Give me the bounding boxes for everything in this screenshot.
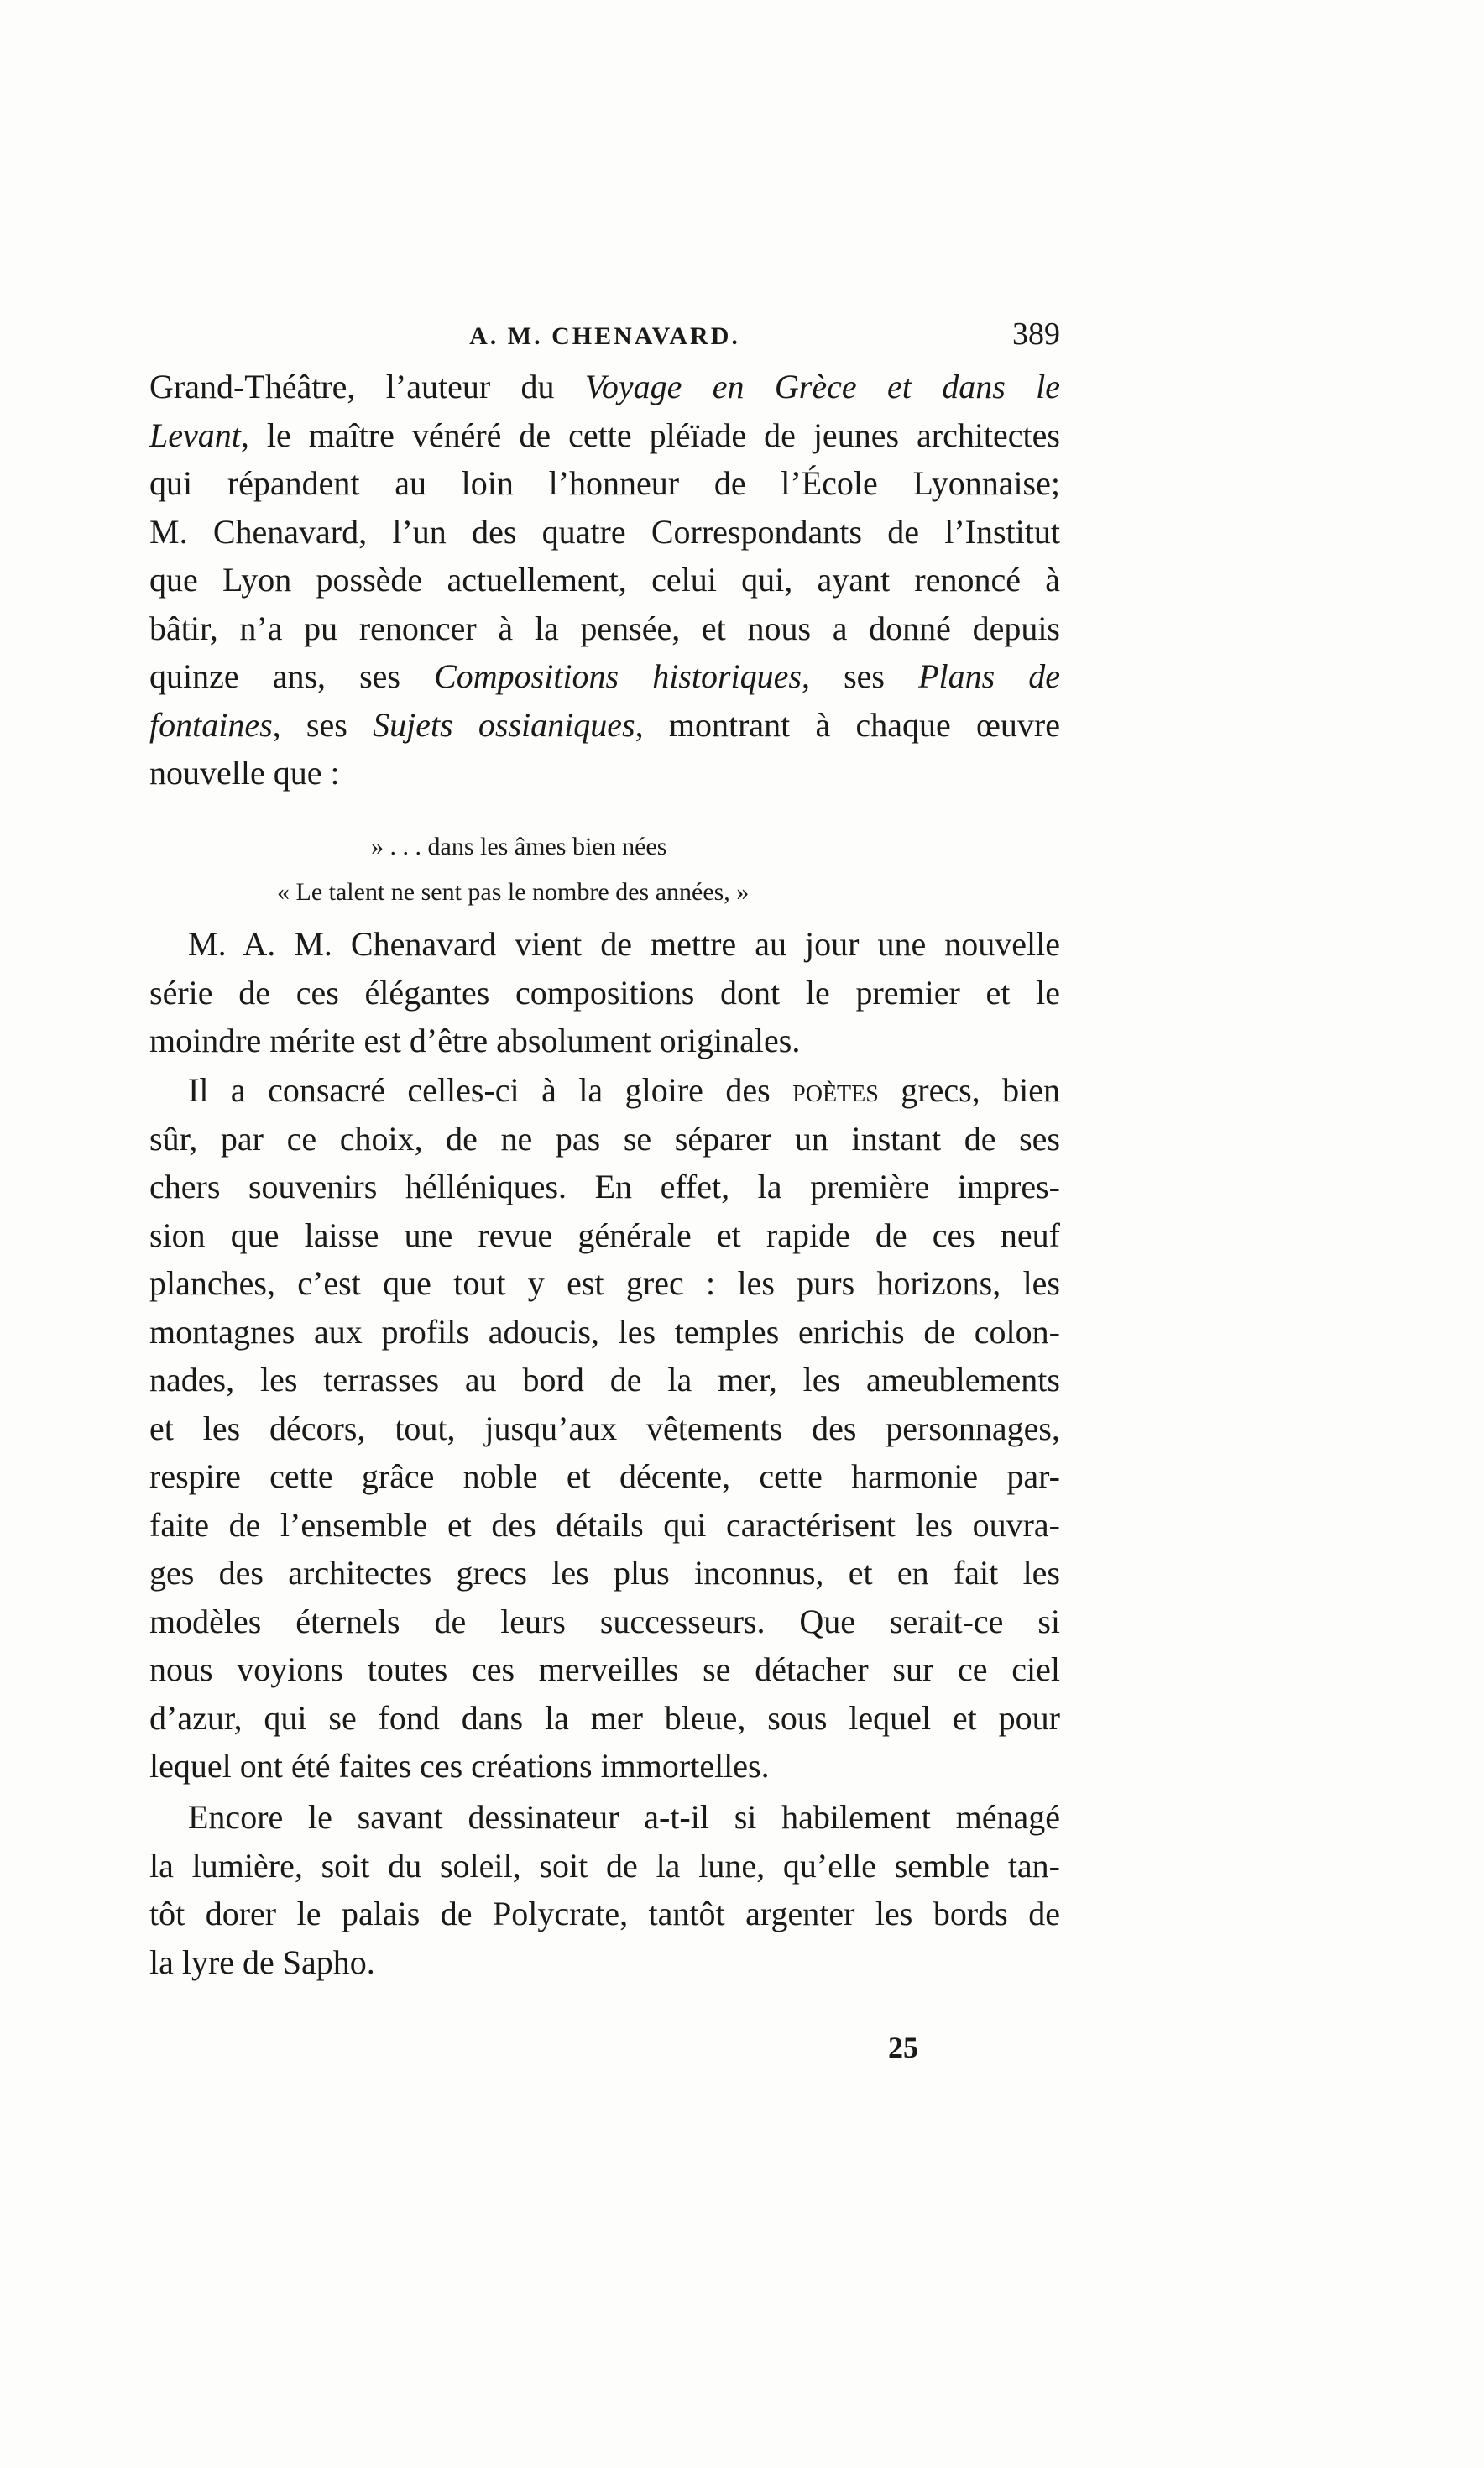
text-run: d’azur, qui se fond dans la mer bleue, sous lequel et pour bbox=[149, 1698, 1060, 1737]
text-run: lequel ont été faites ces créations immortelles. bbox=[149, 1747, 770, 1785]
text-run: série de ces élégantes compositions dont le premier et le bbox=[149, 973, 1060, 1012]
text-line bbox=[149, 1742, 1060, 1791]
text-run: Il a consacré celles-ci à la gloire des bbox=[188, 1071, 793, 1109]
paragraph-greek-poets bbox=[149, 1066, 1060, 1791]
text-line bbox=[149, 1938, 1060, 1987]
text-line bbox=[149, 1842, 1060, 1890]
text-run: la lumière, soit du soleil, soit de la lune, qu’elle semble tan- bbox=[149, 1846, 1060, 1885]
text-run: modèles éternels de leurs successeurs. Que serait-ce si bbox=[149, 1602, 1060, 1640]
text-run: ges des architectes grecs les plus inconnus, et en fait les bbox=[149, 1554, 1060, 1592]
text-line bbox=[149, 1308, 1060, 1357]
text-run: , le maître vénéré de cette pléïade de jeunes architectes bbox=[240, 416, 1060, 454]
text-line bbox=[149, 1356, 1060, 1404]
text-run: moindre mérite est d’être absolument originales. bbox=[149, 1022, 801, 1059]
text-line bbox=[149, 1645, 1060, 1694]
text-run: quinze ans, ses bbox=[149, 657, 435, 695]
text-line bbox=[149, 1549, 1060, 1597]
text-run: et les décors, tout, jusqu’aux vêtements des personnages, bbox=[149, 1409, 1060, 1447]
text-run: , ses bbox=[802, 657, 919, 695]
text-run: tôt dorer le palais de Polycrate, tantôt argenter les bords de bbox=[149, 1895, 1060, 1932]
text-line bbox=[149, 652, 1060, 701]
text-run: bâtir, n’a pu renoncer à la pensée, et nous a donné depuis bbox=[149, 609, 1060, 647]
text-line bbox=[149, 1066, 1060, 1115]
paragraph-light bbox=[149, 1793, 1060, 1986]
text-line bbox=[149, 1452, 1060, 1501]
text-run: Plans de bbox=[918, 657, 1061, 695]
text-line bbox=[149, 604, 1060, 653]
page-number: 389 bbox=[1012, 316, 1060, 352]
text-run: Compositions historiques bbox=[434, 657, 802, 695]
text-run: M. A. M. Chenavard vient de mettre au jour une nouvelle bbox=[188, 925, 1060, 963]
text-run: nouvelle que : bbox=[149, 754, 340, 792]
text-line bbox=[149, 508, 1060, 557]
text-line bbox=[149, 1793, 1060, 1842]
text-line bbox=[149, 1597, 1060, 1646]
text-run: qui répandent au loin l’honneur de l’École Lyonnaise; bbox=[149, 464, 1060, 502]
text-line bbox=[149, 1259, 1060, 1308]
text-run: , montrant à chaque œuvre bbox=[635, 705, 1061, 744]
text-run: chers souvenirs hélléniques. En effet, la première impres- bbox=[149, 1168, 1060, 1205]
text-run: Encore le savant dessinateur a-t-il si habilement ménagé bbox=[188, 1798, 1060, 1836]
text-line bbox=[149, 1017, 1060, 1065]
text-run: Levant bbox=[149, 416, 241, 454]
text-run: fontaines bbox=[149, 705, 273, 744]
text-run: nades, les terrasses au bord de la mer, les ameublements bbox=[149, 1361, 1060, 1399]
paragraph-new-series bbox=[149, 920, 1060, 1065]
text-run: nous voyions toutes ces merveilles se détacher sur ce ciel bbox=[149, 1650, 1060, 1688]
text-line bbox=[149, 969, 1060, 1017]
text-line bbox=[149, 363, 1060, 411]
text-line bbox=[149, 1163, 1060, 1211]
verse-quotation bbox=[149, 824, 1060, 915]
text-run: Voyage en Grèce et dans le bbox=[584, 368, 1060, 405]
text-line bbox=[149, 920, 1060, 969]
text-run: sion que laisse une revue générale et rapide de ces neuf bbox=[149, 1216, 1060, 1254]
text-run: sûr, par ce choix, de ne pas se séparer un instant de ses bbox=[149, 1119, 1060, 1158]
text-run: Grand-Théâtre, l’auteur du bbox=[149, 368, 585, 405]
text-line bbox=[149, 701, 1060, 750]
text-line bbox=[149, 556, 1060, 604]
text-line bbox=[149, 1501, 1060, 1550]
quote-line-2: « Le talent ne sent pas le nombre des années, » bbox=[277, 878, 750, 906]
text-run: Sujets ossianiques bbox=[373, 705, 635, 744]
text-run: faite de l’ensemble et des détails qui caractérisent les ouvra- bbox=[149, 1505, 1060, 1544]
text-line bbox=[149, 411, 1060, 460]
paragraph-opening bbox=[149, 363, 1060, 797]
text-line bbox=[149, 1115, 1060, 1163]
text-line bbox=[149, 1694, 1060, 1743]
text-run: montagnes aux profils adoucis, les temples enrichis de colon- bbox=[149, 1312, 1060, 1351]
text-run: respire cette grâce noble et décente, cette harmonie par- bbox=[149, 1457, 1060, 1495]
text-run: planches, c’est que tout y est grec : les purs horizons, les bbox=[149, 1264, 1060, 1302]
quote-line-1: » . . . dans les âmes bien nées bbox=[371, 833, 667, 860]
text-line bbox=[149, 1211, 1060, 1260]
running-title: A. M. CHENAVARD. bbox=[469, 322, 740, 350]
text-run: la lyre de Sapho. bbox=[149, 1943, 375, 1981]
text-line bbox=[149, 749, 1060, 797]
text-line bbox=[149, 1404, 1060, 1453]
text-run: que Lyon possède actuellement, celui qui, ayant renoncé à bbox=[149, 561, 1060, 599]
text-line bbox=[149, 459, 1060, 508]
text-run: M. Chenavard, l’un des quatre Correspondants de l’Institut bbox=[149, 512, 1060, 551]
text-run: poètes bbox=[792, 1071, 879, 1109]
signature-mark: 25 bbox=[888, 2031, 918, 2064]
text-run: grecs, bien bbox=[878, 1071, 1060, 1109]
text-line bbox=[149, 1890, 1060, 1938]
text-run: , ses bbox=[272, 705, 374, 744]
running-head bbox=[149, 312, 1060, 354]
